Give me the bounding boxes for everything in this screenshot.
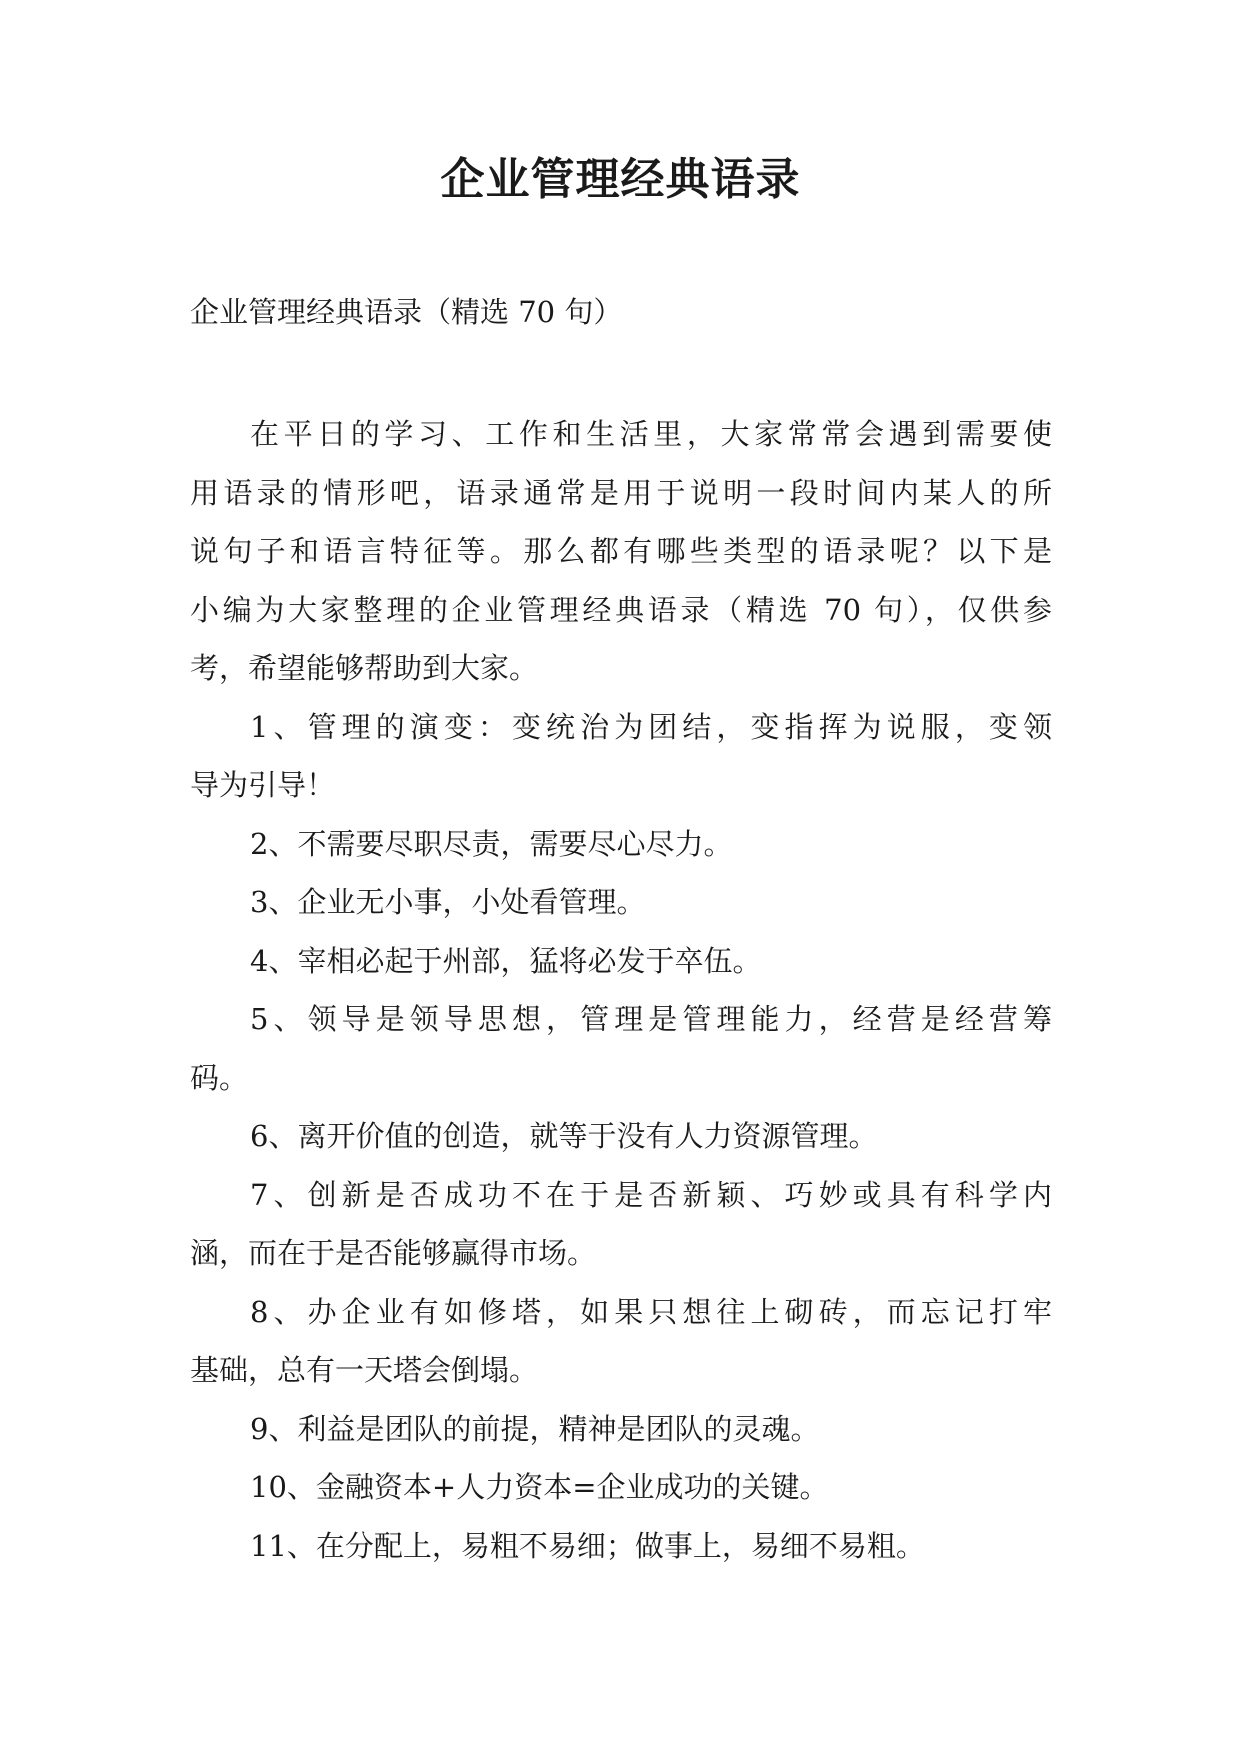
text-line: 9、利益是团队的前提，精神是团队的灵魂。: [250, 1411, 820, 1446]
quote-paragraph: [190, 1458, 1052, 1517]
quote-paragraph: [190, 873, 1052, 932]
text-line: 码。: [190, 1060, 249, 1095]
text-line: 3、企业无小事，小处看管理。: [250, 885, 646, 919]
text-line: 11、在分配上，易粗不易细；做事上，易细不易粗。: [250, 1528, 925, 1563]
quote-paragraph: [190, 1517, 1052, 1576]
text-line: 在平日的学习、工作和生活里，大家常常会遇到需要使: [250, 417, 1052, 451]
quote-paragraph: [190, 1400, 1052, 1459]
text-line: 考，希望能够帮助到大家。: [190, 651, 539, 685]
text-line: 用语录的情形吧，语录通常是用于说明一段时间内某人的所: [190, 475, 1052, 510]
quote-paragraph: [190, 815, 1052, 874]
intro-paragraph: [190, 405, 1052, 698]
text-line: 1、管理的演变：变统治为团结，变指挥为说服，变领: [250, 709, 1052, 744]
text-line: 说句子和语言特征等。那么都有哪些类型的语录呢？以下是: [190, 534, 1052, 568]
quote-paragraph: [190, 1283, 1052, 1400]
text-line: 涵，而在于是否能够赢得市场。: [190, 1236, 597, 1270]
text-line: 导为引导！: [190, 768, 336, 802]
quote-paragraph: [190, 1166, 1052, 1283]
quote-paragraph: [190, 698, 1052, 815]
document-subtitle: 企业管理经典语录（精选 70 句）: [190, 295, 623, 329]
text-line: 4、宰相必起于州部，猛将必发于卒伍。: [250, 943, 762, 978]
text-line: 小编为大家整理的企业管理经典语录（精选 70 句），仅供参: [190, 592, 1052, 627]
text-line: 5、领导是领导思想，管理是管理能力，经营是经营筹: [250, 1002, 1052, 1036]
document-body: [190, 405, 1052, 1575]
text-line: 7、创新是否成功不在于是否新颖、巧妙或具有科学内: [250, 1177, 1052, 1212]
quote-paragraph: [190, 990, 1052, 1107]
quote-paragraph: [190, 1107, 1052, 1166]
text-line: 6、离开价值的创造，就等于没有人力资源管理。: [250, 1119, 878, 1153]
document-title: 企业管理经典语录: [440, 154, 801, 205]
quote-paragraph: [190, 932, 1052, 991]
text-line: 8、办企业有如修塔，如果只想往上砌砖，而忘记打牢: [250, 1294, 1052, 1329]
text-line: 基础，总有一天塔会倒塌。: [190, 1353, 539, 1387]
text-line: 2、不需要尽职尽责，需要尽心尽力。: [250, 826, 733, 861]
text-line: 10、金融资本+人力资本=企业成功的关键。: [250, 1470, 829, 1504]
